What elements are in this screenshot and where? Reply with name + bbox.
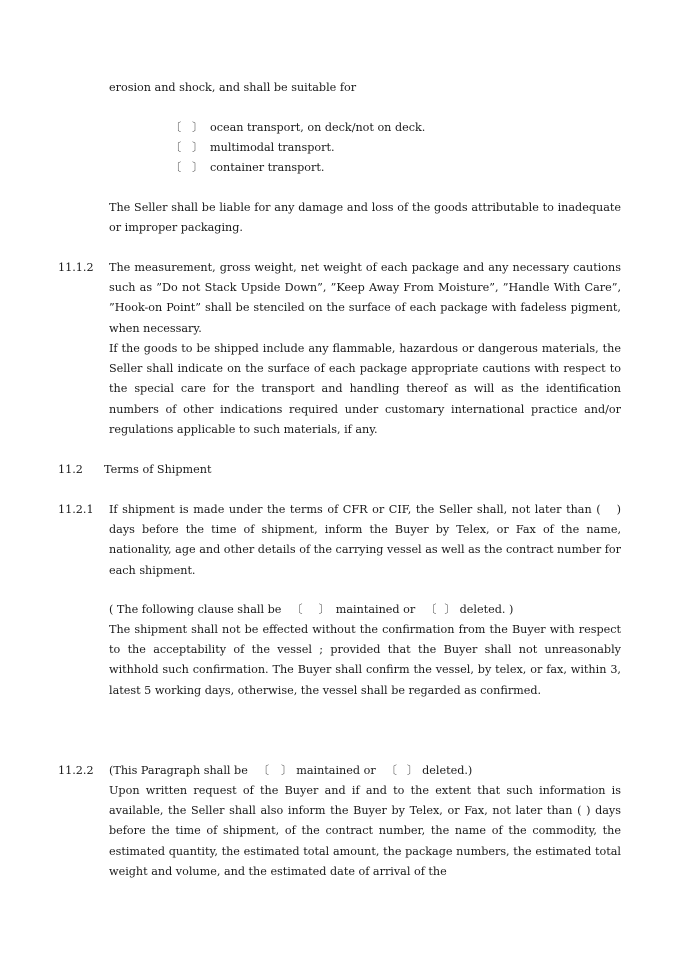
section-title-terms-of-shipment: Terms of Shipment (104, 463, 212, 476)
section-11-2-1-text-b: days before the time of shipment, inform the Buyer by Telex, or Fax of the name, nationality, age and other details of the carrying vessel as well as the contract number for each shipment. (109, 523, 621, 577)
delete-bracket-close: 〕 (406, 764, 419, 777)
clause-pre-text: ( The following clause shall be (109, 603, 282, 616)
delete-bracket-open: 〔 (425, 603, 437, 616)
days-blank-close: ) (616, 503, 621, 516)
delete-bracket-close: 〕 (444, 603, 456, 616)
section-11-2-2-paragraph: Upon written request of the Buyer and if and to the extent that such information is available, the Seller shall also inform the Buyer by Telex, or Fax, not later than ( ) days before the time of shipment, of the contract number, the name of the commodity, the estimated quantity, the estimated total amount, the package numbers, the estimated total weight and volume, and the estimated date of arrival of the (109, 784, 621, 878)
option-label: ocean transport, on deck/not on deck. (210, 121, 426, 134)
section-11-1-2-paragraph-1: The measurement, gross weight, net weight of each package and any necessary cautions such as ”Do not Stack Upside Down”, ”Keep Away From Moisture”, ”Handle With Care”, ”Hook-on Point” shall be stenciled on the surface of each package with fadeless pigment, when necessary. (109, 261, 621, 335)
section-11-2-1-paragraph-2: The shipment shall not be effected without the confirmation from the Buyer with respect to the acceptability of the vessel ; provided that the Buyer shall not unreasonably withhold such confirmation. The Buyer shall confirm the vessel, by telex, or fax, within 3, latest 5 working days, otherwise, the vessel shall be regarded as confirmed. (109, 623, 621, 697)
maintain-bracket-close: 〕 (281, 764, 293, 777)
clause-mid-text: maintained or (335, 603, 416, 616)
clause-mid-text: maintained or (296, 764, 376, 777)
section-11-2-1-paragraph-1 (109, 500, 621, 581)
section-11-2-1-text-a: If shipment is made under the terms of CFR or CIF, the Seller shall, not later than (109, 503, 592, 516)
option-container-transport (170, 158, 324, 178)
option-ocean-transport (170, 118, 425, 138)
maintain-bracket-open: 〔 (291, 603, 303, 616)
section-11-1-2-paragraph-2: If the goods to be shipped include any flammable, hazardous or dangerous materials, the Seller shall indicate on the surface of each package appropriate cautions with respect to the special care for the transport and handling thereof as will as the identification numbers of other indications required under customary international practice and/or regulations applicable to such materials, if any. (109, 342, 621, 436)
option-bracket-open: 〔 (170, 161, 182, 174)
section-number-11-1-2: 11.1.2 (58, 261, 94, 274)
option-bracket-close: 〕 (192, 161, 204, 174)
section-number-11-2-1: 11.2.1 (58, 503, 94, 516)
days-blank-open: ( (596, 503, 601, 516)
maintain-bracket-close: 〕 (318, 603, 330, 616)
option-bracket-open: 〔 (170, 121, 182, 134)
section-number-11-2-2: 11.2.2 (58, 764, 94, 777)
seller-liability-paragraph: The Seller shall be liable for any damage and loss of the goods attributable to inadequate or improper packaging. (109, 201, 621, 235)
option-bracket-close: 〕 (192, 121, 204, 134)
intro-text: erosion and shock, and shall be suitable for (109, 81, 357, 94)
clause-selection-line-11-2-2 (109, 761, 621, 781)
clause-post-text: deleted.) (422, 764, 473, 777)
option-label: multimodal transport. (210, 141, 335, 154)
section-number-11-2: 11.2 (58, 463, 83, 476)
option-label: container transport. (210, 161, 325, 174)
option-multimodal-transport (170, 138, 335, 158)
clause-selection-line-11-2-1 (109, 600, 621, 620)
delete-bracket-open: 〔 (385, 764, 397, 777)
maintain-bracket-open: 〔 (257, 764, 270, 777)
clause-pre-text: (This Paragraph shall be (109, 764, 248, 777)
option-bracket-close: 〕 (192, 141, 204, 154)
clause-post-text: deleted. ) (459, 603, 514, 616)
option-bracket-open: 〔 (170, 141, 182, 154)
